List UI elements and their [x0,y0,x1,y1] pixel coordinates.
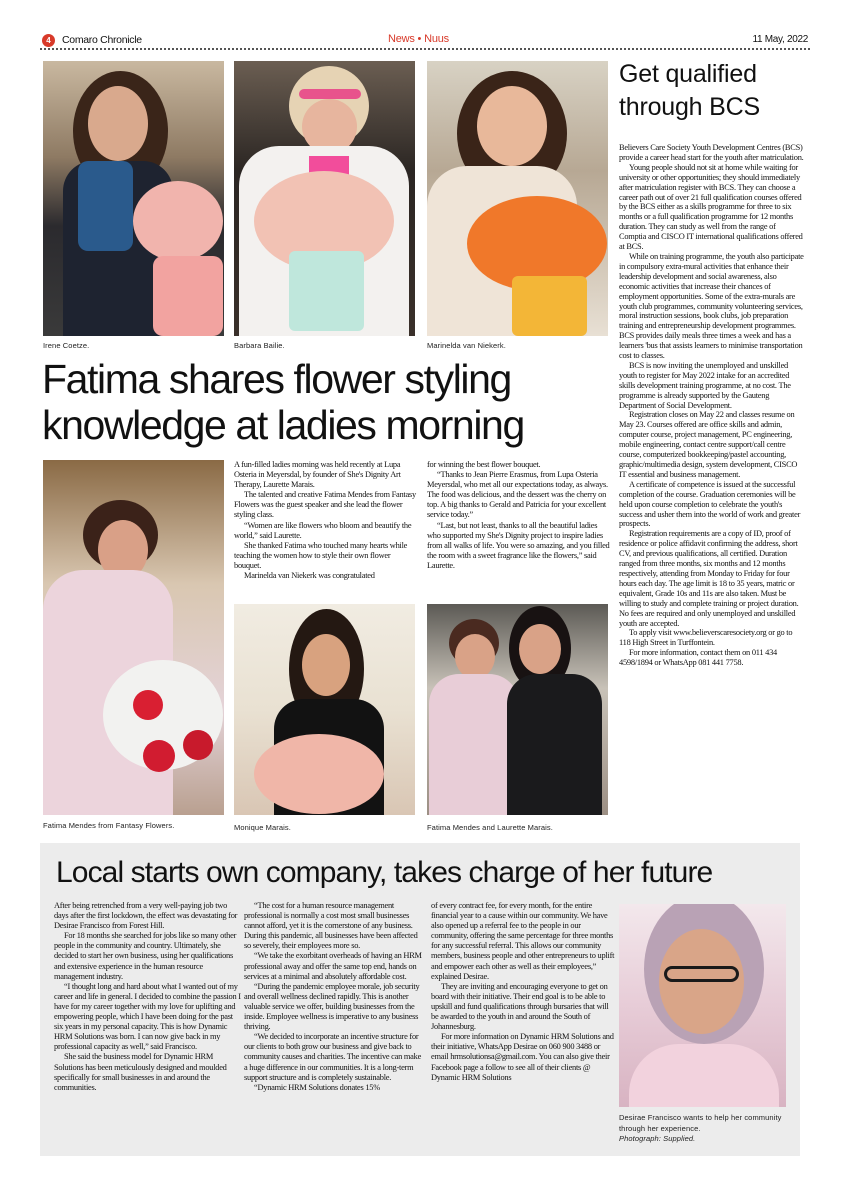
page-header [40,30,810,50]
paragraph: Believers Care Society Youth Development Centres (BCS) provide a career head start for the youth after matriculation. [619,143,804,162]
sidebar-headline-line2: through BCS [619,93,760,121]
main-article-col2 [427,460,610,571]
paragraph: She said the business model for Dynamic HRM Solutions has been meticulously designed and moulded specifically for small businesses in and around the communities. [54,1052,227,1092]
caption-fatima-laurette: Fatima Mendes and Laurette Marais. [427,823,553,832]
paragraph: “Last, but not least, thanks to all the beautiful ladies who supported my She's Dignity project to inspire ladies from all walks of life. You were so amazing, and you filled the room with a sweet fragrance like the flowers,” said Laurette. [427,520,610,570]
face-shape [477,86,547,166]
paragraph: A certificate of competence is issued at the successful completion of the course. Graduation ceremonies will be held upon course completion to celebrate the youth's success and usher them into the world of work and greater prospects. [619,479,801,529]
photo-monique-marais [234,604,415,815]
caption-desirae [619,1113,799,1145]
bottom-article-col2 [244,901,424,1093]
caption-fatima: Fatima Mendes from Fantasy Flowers. [43,821,175,830]
paragraph: “During the pandemic employee morale, job security and overall wellness declined rapidly. This is another valuable service we offer, building businesses from the inside. Employee wellness is imperative to any business thriving. [244,981,420,1032]
issue-date: 11 May, 2022 [752,34,808,45]
main-headline-line1: Fatima shares flower styling [42,356,511,402]
paragraph: Registration closes on May 22 and classes resume on May 23. Courses offered are office skills and admin, computer course, project management, PC engineering, mobile engineering, contact centre support/call centre course, computerized bookkeeping/pastel accounting, graphic/multimedia design, system development, CISCO IT essential and business management. [619,410,798,479]
face-shape [455,634,495,679]
paragraph: Young people should not sit at home while waiting for university or other opportunities; they should immediately after matriculation register with BCS. They can choose a career path out of over 21 full qualification courses offered by the BCS either as a skills programme for three to six months or a full qualification programme for 12 months duration. They can study as well from the range of Comptia and CISCO IT international qualifications offered at BCS. [619,162,803,252]
paragraph: for winning the best flower bouquet. [427,460,541,469]
paragraph: BCS is now inviting the unemployed and unskilled youth to register for May 2022 intake for an accredited skills development training programme, at no cost. The programme is already supported by the Gauteng Department of Social Development. [619,360,791,410]
caption-irene: Irene Coetze. [43,341,90,350]
face-shape [519,624,561,674]
paragraph: “The cost for a human resource management professional is normally a cost most small businesses cannot afford, yet it is the cornerstone of any business. During this pandemic, all businesses have been affected so severely, their employees more so. [244,901,418,951]
paragraph: They are inviting and encouraging everyone to get on board with their initiative. Their end goal is to be able to upskill and fund qualifications through bursaries that will be awarded to the youth in and around the South of Johannesburg. [431,981,609,1032]
bottom-article-col1 [54,901,241,1093]
paragraph: “Women are like flowers who bloom and beautify the world,” said Laurette. [234,520,412,540]
paragraph: She thanked Fatima who touched many hearts while teaching the women how to style their own flower bouquet. [234,540,408,570]
caption-text: Desirae Francisco wants to help her community through her experience. [619,1113,782,1133]
paragraph: To apply visit www.believerscaresociety.org or go to 118 High Street in Turffontein. [619,628,793,648]
page-number-badge: 4 [42,34,55,47]
photo-desirae-francisco [619,904,786,1107]
photo-irene-coetze [43,61,224,336]
red-rose-shape [143,740,175,772]
section-label: News • Nuus [388,33,449,45]
paragraph: “Thanks to Jean Pierre Erasmus, from Lupa Osteria Meyersdal, who met all our expectations today, as always. The food was delicious, and the dessert was the cherry on top. A big thanks to Gerald and Patricia for your excellent service today.” [427,470,608,520]
paragraph: The talented and creative Fatima Mendes from Fantasy Flowers was the guest speaker and she lead the flower styling class. [234,490,416,520]
pink-box-shape [153,256,223,336]
roses-shape [133,181,223,261]
main-headline [42,356,524,448]
paragraph: After being retrenched from a very well-paying job two days after the first lockdown, the effect was devastating for Desirae Francisco from Forest Hill. [54,901,238,931]
sidebar-article-body [619,143,804,668]
photo-credit: Photograph: Supplied. [619,1134,696,1143]
sidebar-headline-line1: Get qualified [619,60,757,88]
paragraph: “We take the exorbitant overheads of having an HRM professional away and offer the same top end, hands on services at a minimal and absolutely affordable cost. [244,951,422,981]
black-dress-shape [507,674,602,815]
caption-monique: Monique Marais. [234,823,291,832]
bottom-article-col3 [431,901,615,1083]
red-rose-shape [183,730,213,760]
paragraph: For 18 months she searched for jobs like so many other people in the community and country. Ultimately, she decided to start her own business, using her qualifications and extensive experience in the human resource management industry. [54,931,237,981]
paragraph: While on training programme, the youth also participate in compulsory extra-mural activities that enhance their leadership development and social awareness, also economic activities that increase their chances of employment opportunities. Some of the extra-murals are youth club programmes, community volunteering services, moral instruction sessions, book clubs, job preparation training and entrepreneurship development programmes. BCS provides daily meals three times a week and has a learners 'bus that assists learners to minimise transportation cost to classes. [619,251,804,361]
publication-name: Comaro Chronicle [62,34,142,46]
photo-fatima-and-laurette [427,604,608,815]
photo-marinelda-van-niekerk [427,61,608,336]
paragraph: of every contract fee, for every month, for the entire financial year to a cause within our community. We have also opened up a referral fee to the people in our community, offering the same percentage for three months for any successful referral. This allows our community members, business people and other entrepreneurs to uplift and empower each other as well as their employees,” explained Desirae. [431,901,615,981]
paragraph: Marinelda van Niekerk was congratulated [244,571,375,581]
photo-fatima-mendes [43,460,224,815]
paragraph: Registration requirements are a copy of ID, proof of residence or police affidavit confirming the address, short CV, and previous qualifications, all certified. Duration ranged from three months, six months and 12 months respectively, attending from Monday to Friday for four hours each day. The age limit is 18 to 35 years, matric or equivalent, Grade 10s and 11s are also taken. Must be willing to study and complete training or project duration. No fees are required and only unemployed and unskilled youth are accepted. [619,529,799,628]
photo-barbara-bailie [234,61,415,336]
paragraph: “I thought long and hard about what I wanted out of my career and life in general. I decided to combine the passion I have for my career together with my love for uplifting and empowering people, which I have been doing for the past six years in my personal capacity. This is how Dynamic HRM Solutions was born. I can now give back in my professional capacity as well,” said Francisco. [54,981,241,1052]
main-article-col1 [234,460,417,581]
top-shape [629,1044,779,1107]
face-shape [88,86,148,161]
paragraph: “We decided to incorporate an incentive structure for our clients to both grow our business and give back to community causes and charities. The incentive can make a huge difference in our communities. It is a long-term support structure and is completely sustainable. [244,1032,422,1082]
paragraph: For more information on Dynamic HRM Solutions and their initiative, WhatsApp Desirae on 060 900 3488 or email hrmsolutionsa@gmail.com. You can also give their Facebook page a follow to see all of their clients @ Dynamic HRM Solutions [431,1032,614,1082]
pink-roses-shape [254,734,384,814]
paragraph: A fun-filled ladies morning was held recently at Lupa Osteria in Meyersdal, by founder of She's Dignity Art Therapy, Laurette Marais. [234,460,401,490]
sidebar-headline [619,58,760,124]
red-rose-shape [133,690,163,720]
caption-marinelda: Marinelda van Niekerk. [427,341,506,350]
mint-box-shape [289,251,364,331]
main-headline-line2: knowledge at ladies morning [42,402,524,448]
caption-barbara: Barbara Bailie. [234,341,285,350]
bottom-headline: Local starts own company, takes charge of her future [56,856,713,889]
yellow-box-shape [512,276,587,336]
paragraph: For more information, contact them on 011 434 4598/1894 or WhatsApp 081 441 7758. [619,648,777,668]
scarf-shape [78,161,133,251]
face-shape [302,634,350,696]
paragraph: “Dynamic HRM Solutions donates 15% [254,1082,380,1092]
flower-crown-shape [299,89,361,99]
glasses-shape [664,966,739,982]
floral-dress-shape [429,674,519,815]
